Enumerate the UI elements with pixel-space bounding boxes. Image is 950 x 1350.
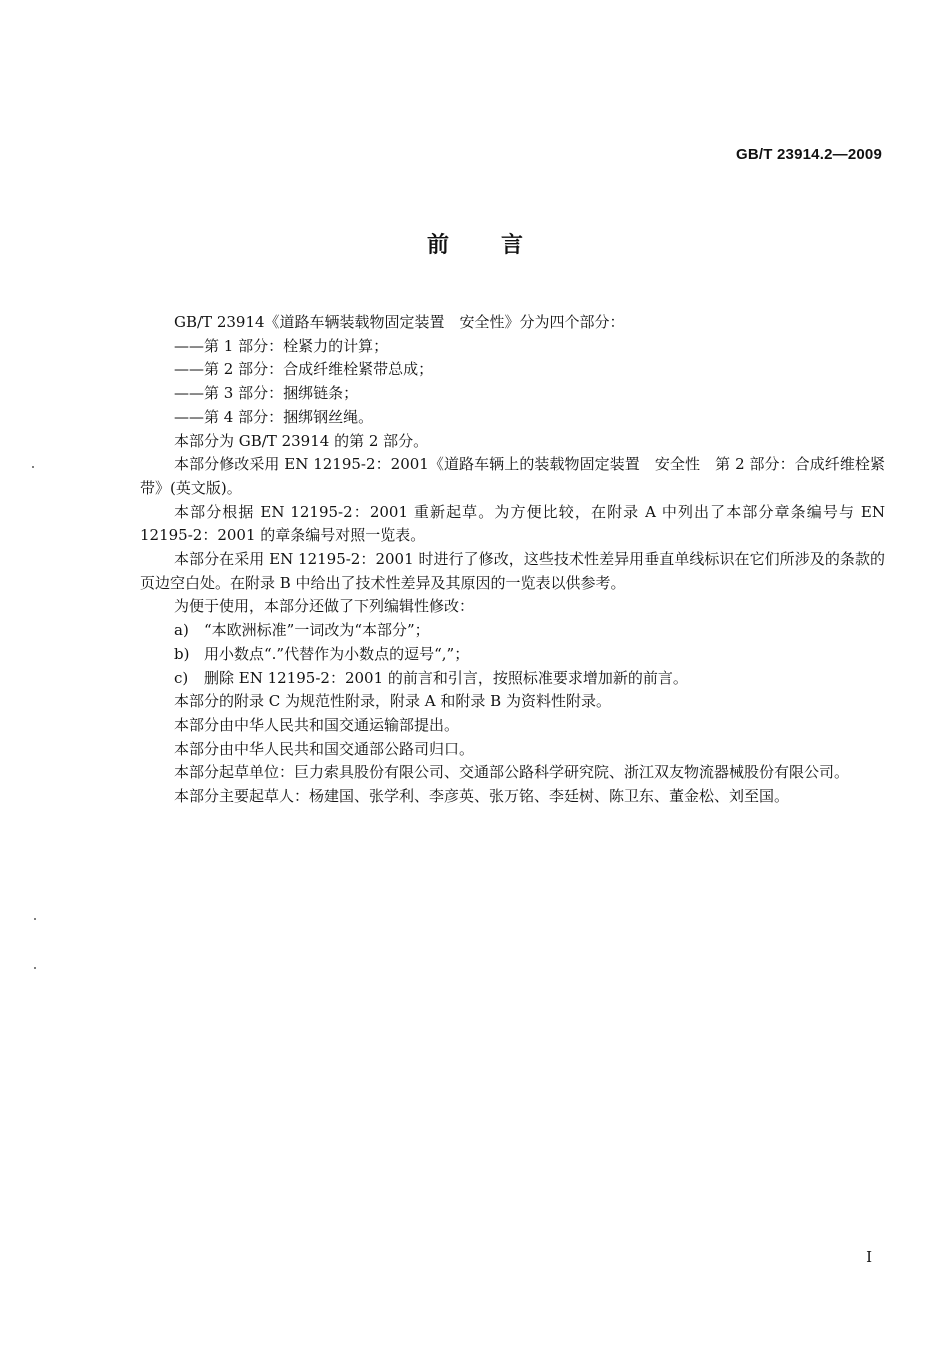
- paragraph-intro: GB/T 23914《道路车辆装载物固定装置 安全性》分为四个部分：: [174, 313, 625, 331]
- paragraph-drafting-organizations: 本部分起草单位：巨力索具股份有限公司、交通部公路科学研究院、浙江双友物流器械股份有限公司。: [174, 763, 850, 782]
- page-number: I: [866, 1248, 872, 1266]
- page-title: 前言: [426, 233, 575, 258]
- scan-speck: [34, 967, 36, 969]
- scan-speck: [32, 466, 34, 468]
- list-item-part-2: ——第 2 部分：合成纤维栓紧带总成；: [174, 360, 434, 379]
- list-item-text: 用小数点“.”代替作为小数点的逗号“,”；: [204, 644, 470, 663]
- paragraph-redrafted: 本部分根据 EN 12195-2：2001 重新起草。为方便比较，在附录 A 中列出了本部分章条编号与 EN 12195-2：2001 的章条编号对照一览表。: [140, 502, 885, 545]
- list-marker: b): [174, 644, 190, 663]
- list-item-part-1: ——第 1 部分：栓紧力的计算；: [174, 336, 389, 355]
- list-item-edit-b: [140, 643, 885, 667]
- paragraph-drafters: 本部分主要起草人：杨建国、张学利、李彦英、张万铭、李廷树、陈卫东、董金松、刘至国。: [174, 787, 790, 806]
- foreword-body: [140, 311, 885, 809]
- scan-speck: [34, 918, 36, 920]
- list-item-edit-c: [140, 667, 885, 691]
- paragraph-editorial-intro: 为便于使用，本部分还做了下列编辑性修改：: [174, 597, 475, 616]
- list-item-edit-a: [140, 619, 885, 643]
- paragraph-technical-differences: 本部分在采用 EN 12195-2：2001 时进行了修改，这些技术性差异用垂直单线标识在它们所涉及的条款的页边空白处。在附录 B 中给出了技术性差异及其原因的一览表以供参考。: [140, 550, 885, 592]
- list-item-text: “本欧洲标准”一词改为“本部分”；: [204, 621, 430, 640]
- standard-number: GB/T 23914.2—2009: [736, 146, 882, 163]
- paragraph-adoption: 本部分修改采用 EN 12195-2：2001《道路车辆上的装载物固定装置 安全性 第 2 部分：合成纤维栓紧带》(英文版)。: [140, 455, 885, 497]
- paragraph-this-part: 本部分为 GB/T 23914 的第 2 部分。: [174, 431, 429, 450]
- paragraph-annexes: 本部分的附录 C 为规范性附录，附录 A 和附录 B 为资料性附录。: [174, 692, 611, 711]
- list-item-text: 删除 EN 12195-2：2001 的前言和引言，按照标准要求增加新的前言。: [204, 668, 688, 687]
- list-marker: c): [174, 668, 189, 687]
- list-item-part-3: ——第 3 部分：捆绑链条；: [174, 384, 359, 403]
- paragraph-proposed-by: 本部分由中华人民共和国交通运输部提出。: [174, 715, 460, 734]
- list-marker: a): [174, 621, 189, 640]
- list-item-part-4: ——第 4 部分：捆绑钢丝绳。: [174, 407, 374, 426]
- paragraph-administered-by: 本部分由中华人民共和国交通部公路司归口。: [174, 739, 475, 758]
